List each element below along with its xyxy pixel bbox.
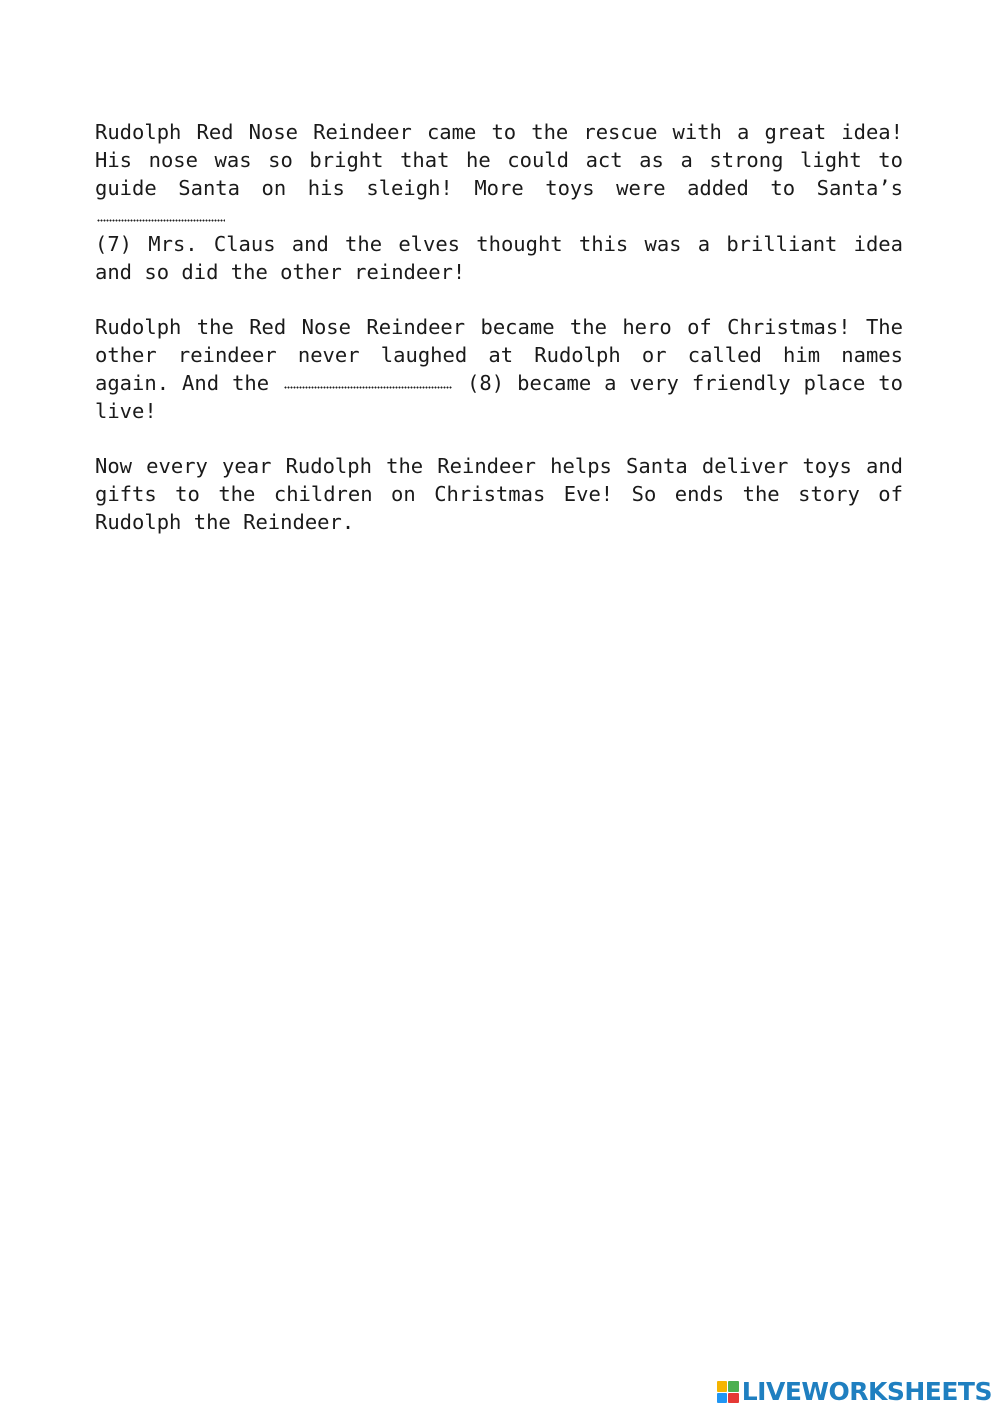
logo-tile bbox=[717, 1393, 728, 1404]
logo-tile bbox=[717, 1381, 728, 1392]
paragraph-1-text-after: Mrs. Claus and the elves thought this was a brilliant idea and so did the other reindeer! bbox=[95, 232, 903, 284]
paragraph-3 bbox=[95, 452, 903, 536]
blank-7-answer-field[interactable] bbox=[97, 219, 225, 223]
story-text bbox=[95, 118, 903, 563]
liveworksheets-logo-icon bbox=[717, 1381, 739, 1403]
blank-7-number: (7) bbox=[95, 232, 133, 256]
paragraph-1-text-before: Rudolph Red Nose Reindeer came to the rescue with a great idea! His nose was so bright that he could act as a strong light to guide Santa on his sleigh! More toys were added to Santa’s bbox=[95, 120, 903, 200]
blank-8-number: (8) bbox=[467, 371, 505, 395]
paragraph-2-text-before: Rudolph the Red Nose Reindeer became the hero of Christmas! The other reindeer never laughed at Rudolph or called him names again. And the bbox=[95, 315, 903, 395]
paragraph-1 bbox=[95, 118, 903, 286]
paragraph-3-text: Now every year Rudolph the Reindeer helps Santa deliver toys and gifts to the children on Christmas Eve! So ends the story of Rudolph the Reindeer. bbox=[95, 454, 903, 534]
logo-tile bbox=[728, 1381, 739, 1392]
paragraph-2 bbox=[95, 313, 903, 425]
liveworksheets-logo[interactable] bbox=[717, 1379, 992, 1405]
logo-tile bbox=[728, 1393, 739, 1404]
logo-text: LIVEWORKSHEETS bbox=[741, 1377, 992, 1406]
paragraph-2-text-after: became a very friendly place to live! bbox=[95, 371, 903, 423]
blank-8-answer-field[interactable] bbox=[284, 386, 452, 390]
